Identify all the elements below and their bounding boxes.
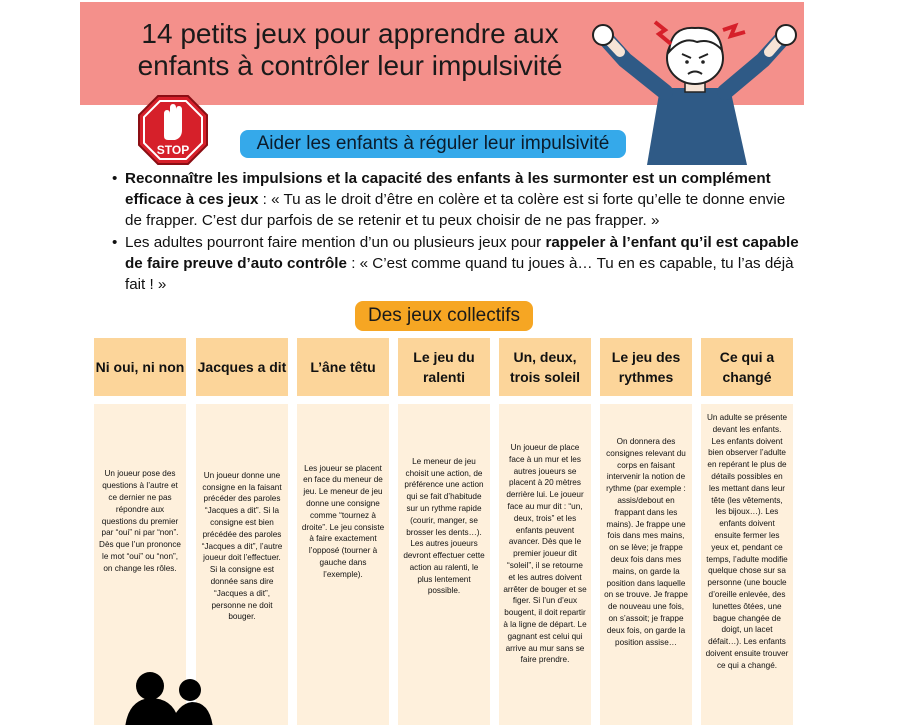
game-title: Ni oui, ni non	[94, 338, 186, 396]
game-title: L’âne têtu	[297, 338, 389, 396]
game-title: Ce qui a changé	[701, 338, 793, 396]
bullet-text: : « Tu as le droit d’être en colère et ta colère est si forte qu’elle te donne envie de frapper. C’est dur parfois de se retenir et tu peux choisir de ne pas frapper. »	[125, 191, 786, 229]
game-description	[701, 404, 793, 725]
stop-sign-icon	[137, 94, 209, 166]
game-text: On donnera des consignes relevant du corps en faisant intervenir la notion de rythme (par exemple : assis/debout en frappant dans les mains). Je frappe une fois dans mes mains, on se lève; je frappe deux fois dans mes mains, on garde la position dans laquelle on se trouve. Je frappe de nouveau une fois, on s’assoit; je frappe deux fois, on garde la position assise…	[604, 437, 688, 647]
children-silhouette-illustration	[120, 668, 215, 725]
bullet-text: : « C’est comme quand tu joues à… Tu en es capable, tu l’as déjà fait ! »	[125, 255, 794, 293]
title-line-2: enfants à contrôler leur impulsivité	[137, 50, 563, 81]
collective-games-heading: Des jeux collectifs	[355, 301, 533, 331]
document-page	[80, 0, 804, 725]
section-subtitle: Aider les enfants à réguler leur impulsivité	[240, 130, 626, 158]
bullet-text: Les adultes pourront faire mention d’un ou plusieurs jeux pour	[125, 234, 546, 251]
game-text: Un joueur pose des questions à l’autre et ce dernier ne pas répondre aux questions du premier par “oui” ni par “non”. Dès que l’un prononce le mot “oui” ou “non”, on change les rôles.	[99, 469, 181, 573]
intro-bullets	[110, 168, 804, 296]
game-text: Un adulte se présente devant les enfants. Les enfants doivent bien observer l’adulte en repérant le plus de détails possibles en les mettant dans leur tête (les vêtements, les bijoux…). Les enfants doivent ensuite fermer les yeux et, pendant ce temps, l’adulte modifie quelque chose sur sa personne (une boucle d’oreille enlevée, des lunettes ôtées, une bague changée de doigt, un lacet défait…). Les enfants doivent ensuite trouver ce qui a changé.	[705, 413, 789, 670]
game-description	[297, 404, 389, 725]
page-title	[120, 18, 580, 82]
stop-label: STOP	[156, 143, 190, 157]
bullet-bold: Reconnaître les impulsions et la capacité des enfants à les surmonter est un complément efficace à ces jeux	[125, 170, 771, 208]
game-description	[398, 404, 490, 725]
title-line-1: 14 petits jeux pour apprendre aux	[141, 18, 559, 49]
bullet-item	[125, 168, 804, 231]
game-description	[499, 404, 591, 725]
game-title: Le jeu des rythmes	[600, 338, 692, 396]
game-title: Un, deux, trois soleil	[499, 338, 591, 396]
game-text: Le meneur de jeu choisit une action, de préférence une action qui se fait d’habitude sur un rythme rapide (courir, manger, se brosser les dents…). Les autres joueurs devront effectuer cette action au ralenti, le plus lentement possible.	[403, 456, 485, 596]
game-text: Un joueur donne une consigne en la faisant précéder des paroles “Jacques a dit”. Si la consigne est bien précédée des paroles “Jacques a dit”, l’autre joueur doit l’effectuer. Si la consigne est donnée sans dire “Jacques a dit”, personne ne doit bouger.	[201, 470, 283, 622]
game-description	[600, 404, 692, 725]
game-text: Un joueur de place face à un mur et les autres joueurs se placent à 20 mètres derrière lui. Le joueur face au mur dit : “un, deux, trois” et les enfants peuvent avancer. Dès que le premier joueur dit “soleil”, il se retourne et les autres doivent arrêter de bouger et se figer. Si l’un d’eux bougent, il doit repartir à la ligne de départ. Le gagnant est celui qui arrive au mur sans se faire prendre.	[503, 443, 587, 665]
bullet-bold: rappeler à l’enfant qu’il est capable de faire preuve d’auto contrôle	[125, 234, 799, 272]
game-title: Jacques a dit	[196, 338, 288, 396]
game-title: Le jeu du ralenti	[398, 338, 490, 396]
bullet-item	[125, 232, 804, 295]
game-text: Les joueur se placent en face du meneur de jeu. Le meneur de jeu donne une consigne comme “tournez à droite”. Le jeu consiste à faire exactement l’opposé (tourner à gauche dans l’exemple).	[301, 463, 385, 579]
